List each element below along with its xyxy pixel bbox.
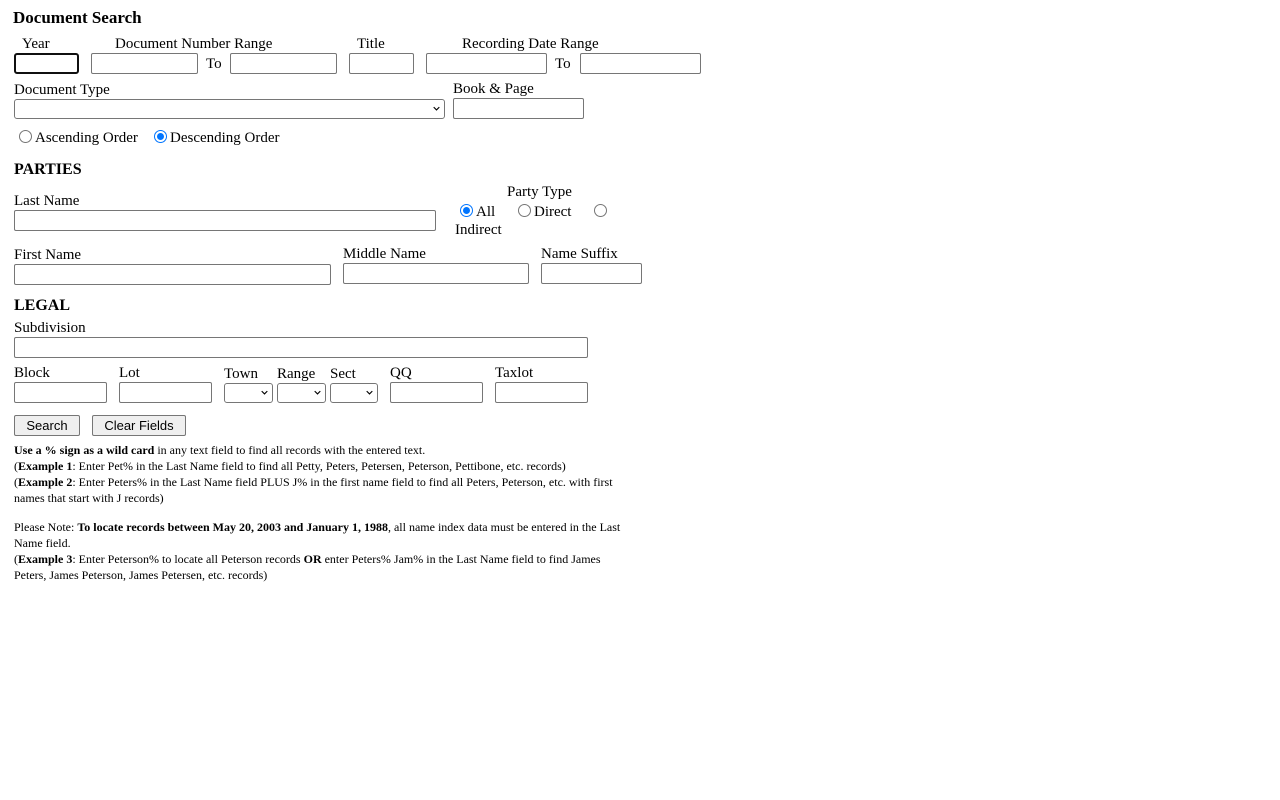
sect-label: Sect bbox=[330, 366, 356, 382]
first-name-label: First Name bbox=[14, 247, 82, 263]
descending-order-radio[interactable] bbox=[154, 130, 167, 143]
wildcard-help-text: in any text field to find all records with the entered text. bbox=[154, 443, 426, 457]
party-type-indirect-label: Indirect bbox=[455, 222, 502, 238]
document-number-range-label: Document Number Range bbox=[115, 36, 273, 52]
name-suffix-label: Name Suffix bbox=[541, 246, 618, 262]
taxlot-input[interactable] bbox=[495, 382, 588, 403]
clear-fields-button[interactable]: Clear Fields bbox=[92, 415, 186, 436]
block-label: Block bbox=[14, 365, 50, 381]
party-type-all-radio[interactable] bbox=[460, 204, 473, 217]
chevron-down-icon bbox=[366, 389, 373, 396]
document-number-to-label: To bbox=[206, 56, 222, 72]
document-number-to-input[interactable] bbox=[230, 53, 337, 74]
please-note-prefix: Please Note: bbox=[14, 520, 78, 534]
example-1: (Example 1: Enter Pet% in the Last Name field to find all Petty, Peters, Petersen, Peterson, Pettibone, etc. records) bbox=[14, 459, 566, 473]
taxlot-label: Taxlot bbox=[495, 365, 534, 381]
example-2-text: : Enter Peters% in the Last Name field PLUS J% in the first name field to find all Peters, Peterson, etc. with first names that start with J records) bbox=[14, 475, 613, 505]
chevron-down-icon bbox=[261, 389, 268, 396]
wildcard-help-bold: Use a % sign as a wild card bbox=[14, 443, 155, 457]
document-type-select[interactable] bbox=[14, 99, 445, 119]
lot-label: Lot bbox=[119, 365, 140, 381]
page-title: Document Search bbox=[13, 8, 142, 27]
year-input[interactable] bbox=[14, 53, 79, 74]
example-1-text: : Enter Pet% in the Last Name field to find all Petty, Peters, Petersen, Peterson, Pettibone, etc. records) bbox=[72, 459, 566, 473]
name-suffix-input[interactable] bbox=[541, 263, 642, 284]
sect-select[interactable] bbox=[330, 383, 378, 403]
party-type-direct-radio[interactable] bbox=[518, 204, 531, 217]
party-type-indirect-radio[interactable] bbox=[594, 204, 607, 217]
book-page-label: Book & Page bbox=[453, 81, 534, 97]
example-3: (Example 3: Enter Peterson% to locate all Peterson records OR enter Peters% Jam% in the Last Name field to find James Peters, James Peterson, James Petersen, etc. records) bbox=[14, 552, 601, 582]
example-2: (Example 2: Enter Peters% in the Last Name field PLUS J% in the first name field to find all Peters, Peterson, etc. with first names that start with J records) bbox=[14, 475, 613, 505]
example-3-or: OR bbox=[303, 552, 322, 566]
document-type-label: Document Type bbox=[14, 82, 110, 98]
block-input[interactable] bbox=[14, 382, 107, 403]
descending-order-label: Descending Order bbox=[170, 130, 280, 146]
year-label: Year bbox=[22, 36, 50, 52]
legal-heading: LEGAL bbox=[14, 297, 71, 314]
party-type-all-label: All bbox=[476, 204, 496, 220]
example-1-label: Example 1 bbox=[18, 459, 73, 473]
last-name-input[interactable] bbox=[14, 210, 436, 231]
example-3-text-1: : Enter Peterson% to locate all Peterson records bbox=[72, 552, 304, 566]
search-button[interactable]: Search bbox=[14, 415, 80, 436]
example-3-text-2: enter Peters% Jam% in the Last Name field to find James Peters, James Peterson, James Petersen, etc. records) bbox=[14, 552, 601, 582]
chevron-down-icon bbox=[314, 389, 321, 396]
chevron-down-icon bbox=[433, 105, 440, 112]
range-label: Range bbox=[277, 366, 316, 382]
example-2-label: Example 2 bbox=[18, 475, 73, 489]
lot-input[interactable] bbox=[119, 382, 212, 403]
party-type-direct-label: Direct bbox=[534, 204, 572, 220]
recording-date-to-input[interactable] bbox=[580, 53, 701, 74]
document-number-from-input[interactable] bbox=[91, 53, 198, 74]
wildcard-help bbox=[14, 442, 634, 506]
range-select[interactable] bbox=[277, 383, 326, 403]
please-note-help bbox=[14, 519, 634, 583]
please-note-text: , all name index data must be entered in the Last Name field. bbox=[14, 520, 621, 550]
town-select[interactable] bbox=[224, 383, 273, 403]
qq-label: QQ bbox=[390, 365, 412, 381]
ascending-order-label: Ascending Order bbox=[35, 130, 138, 146]
example-3-label: Example 3 bbox=[18, 552, 73, 566]
recording-date-from-input[interactable] bbox=[426, 53, 547, 74]
last-name-label: Last Name bbox=[14, 193, 80, 209]
middle-name-input[interactable] bbox=[343, 263, 529, 284]
please-note-bold: To locate records between May 20, 2003 and January 1, 1988 bbox=[77, 520, 388, 534]
qq-input[interactable] bbox=[390, 382, 483, 403]
book-page-input[interactable] bbox=[453, 98, 584, 119]
please-note bbox=[14, 519, 634, 551]
subdivision-input[interactable] bbox=[14, 337, 588, 358]
wildcard-help-line bbox=[14, 442, 634, 458]
title-label: Title bbox=[357, 36, 385, 52]
title-input[interactable] bbox=[349, 53, 414, 74]
party-type-label: Party Type bbox=[507, 184, 572, 200]
middle-name-label: Middle Name bbox=[343, 246, 426, 262]
parties-heading: PARTIES bbox=[14, 161, 82, 178]
subdivision-label: Subdivision bbox=[14, 320, 86, 336]
first-name-input[interactable] bbox=[14, 264, 331, 285]
town-label: Town bbox=[224, 366, 258, 382]
recording-date-range-label: Recording Date Range bbox=[462, 36, 599, 52]
ascending-order-radio[interactable] bbox=[19, 130, 32, 143]
recording-date-to-label: To bbox=[555, 56, 571, 72]
